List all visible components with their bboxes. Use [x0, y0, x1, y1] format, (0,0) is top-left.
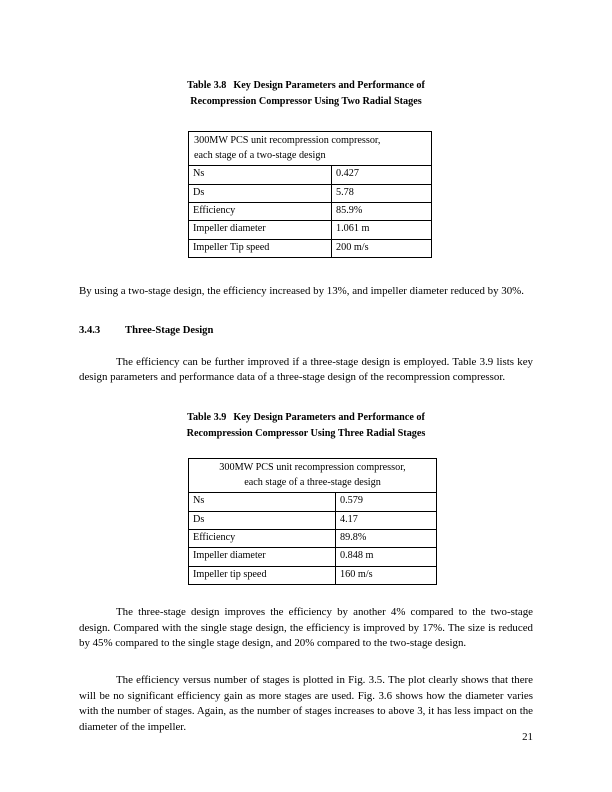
table-cell-value: 85.9%	[332, 203, 432, 221]
table-cell-label: Efficiency	[189, 530, 336, 548]
table-3-8-wrapper	[79, 131, 533, 258]
table-cell-label: Efficiency	[189, 203, 332, 221]
table-3-8	[188, 131, 432, 258]
table-cell-value: 0.579	[336, 493, 437, 511]
table-cell-value: 200 m/s	[332, 239, 432, 257]
table-row	[189, 530, 437, 548]
table-3-9-header-line-1: 300MW PCS unit recompression compressor,	[219, 462, 406, 473]
table-3-8-header-line-1: 300MW PCS unit recompression compressor,	[194, 135, 381, 146]
table-cell-value: 89.8%	[336, 530, 437, 548]
section-number: 3.4.3	[79, 324, 101, 336]
table-row	[189, 166, 432, 184]
table-cell-value: 5.78	[332, 184, 432, 202]
section-title: Three-Stage Design	[125, 324, 214, 336]
paragraph-after-table-3-9: The three-stage design improves the efficiency by another 4% compared to the two-stage design. Compared with the single stage design, the efficiency is improved by 17%. The size is reduced by 45% compared to the single stage design, and 20% compared to the two-stage design.	[79, 606, 533, 650]
section-3-4-3-paragraph: The efficiency can be further improved if a three-stage design is employed. Table 3.9 lists key design parameters and performance data of a three-stage design of the recompression compressor.	[79, 355, 533, 384]
table-3-8-caption-label: Table 3.8	[187, 80, 227, 91]
table-row	[189, 239, 432, 257]
table-cell-value: 4.17	[336, 511, 437, 529]
table-3-9-caption-line-2: Recompression Compressor Using Three Radial Stages	[186, 427, 426, 439]
table-3-9-wrapper	[79, 458, 533, 585]
table-row	[189, 511, 437, 529]
paragraph-after-table-3-8: By using a two-stage design, the efficiency increased by 13%, and impeller diameter reduced by 30%.	[79, 285, 524, 298]
table-row	[189, 184, 432, 202]
table-row	[189, 203, 432, 221]
table-row-header	[189, 132, 432, 166]
page-content	[79, 78, 533, 735]
paragraph-figures: The efficiency versus number of stages is plotted in Fig. 3.5. The plot clearly shows that there will be no significant efficiency gain as more stages are used. Fig. 3.6 shows how the diameter varies with the number of stages. Again, as the number of stages increases to above 3, it has less impact on the diameter of the impeller.	[79, 674, 533, 733]
table-cell-label: Impeller Tip speed	[189, 239, 332, 257]
table-3-9-header-cell	[189, 459, 437, 493]
page-number: 21	[522, 731, 533, 743]
table-3-8-caption-line-1: Key Design Parameters and Performance of	[233, 80, 425, 91]
table-3-9-caption-line-1: Key Design Parameters and Performance of	[233, 412, 425, 423]
table-cell-label: Ns	[189, 166, 332, 184]
table-row	[189, 493, 437, 511]
table-cell-label: Ns	[189, 493, 336, 511]
table-row	[189, 548, 437, 566]
table-cell-value: 1.061 m	[332, 221, 432, 239]
table-cell-value: 160 m/s	[336, 566, 437, 584]
table-3-8-header-cell	[189, 132, 432, 166]
table-3-8-caption-line-2: Recompression Compressor Using Two Radial Stages	[190, 95, 422, 107]
table-3-9	[188, 458, 437, 585]
table-3-9-caption	[79, 410, 533, 441]
table-row	[189, 566, 437, 584]
table-cell-label: Ds	[189, 184, 332, 202]
table-row-header	[189, 459, 437, 493]
table-cell-label: Impeller tip speed	[189, 566, 336, 584]
table-cell-value: 0.427	[332, 166, 432, 184]
table-cell-value: 0.848 m	[336, 548, 437, 566]
table-cell-label: Impeller diameter	[189, 221, 332, 239]
table-cell-label: Impeller diameter	[189, 548, 336, 566]
section-heading-3-4-3	[79, 324, 533, 338]
table-row	[189, 221, 432, 239]
table-cell-label: Ds	[189, 511, 336, 529]
table-3-9-caption-label: Table 3.9	[187, 412, 227, 423]
table-3-8-caption	[79, 78, 533, 109]
table-3-9-header-line-2: each stage of a three-stage design	[244, 476, 381, 488]
table-3-8-header-line-2: each stage of a two-stage design	[194, 149, 326, 161]
